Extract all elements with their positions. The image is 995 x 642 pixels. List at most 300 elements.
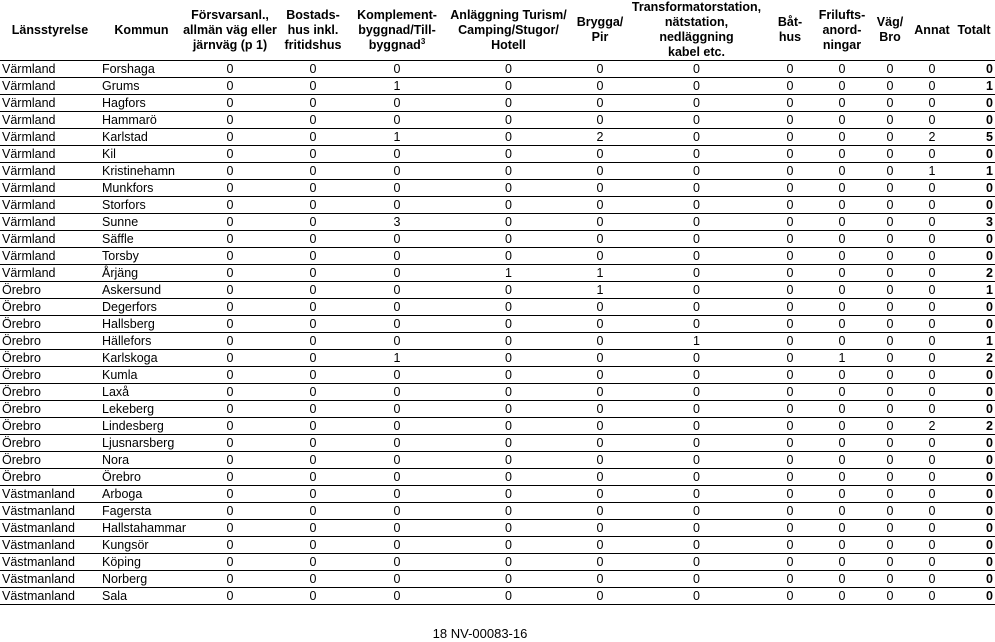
header-lansstyrelse: Länsstyrelse [0, 0, 100, 61]
cell-annat: 0 [911, 435, 953, 452]
cell-annat: 0 [911, 588, 953, 605]
cell-bathus: 0 [765, 129, 815, 146]
cell-brygga: 0 [572, 554, 628, 571]
cell-frilufts: 0 [815, 418, 869, 435]
cell-bathus: 0 [765, 248, 815, 265]
header-kommun: Kommun [100, 0, 183, 61]
cell-komplementbyggnad: 0 [349, 95, 445, 112]
cell-anlaggning: 0 [445, 282, 572, 299]
cell-komplementbyggnad: 1 [349, 350, 445, 367]
cell-vag-bro: 0 [869, 282, 911, 299]
header-brygga: Brygga/ Pir [572, 0, 628, 61]
cell-komplementbyggnad: 0 [349, 316, 445, 333]
cell-anlaggning: 0 [445, 537, 572, 554]
cell-bathus: 0 [765, 571, 815, 588]
cell-frilufts: 0 [815, 248, 869, 265]
cell-annat: 0 [911, 146, 953, 163]
table-row [0, 265, 995, 282]
cell-bostadshus: 0 [277, 129, 349, 146]
cell-lan: Västmanland [0, 571, 100, 588]
cell-transformator: 0 [628, 265, 765, 282]
table-row [0, 282, 995, 299]
cell-forsvarsanl: 0 [183, 248, 277, 265]
header-vag-bro: Väg/ Bro [869, 0, 911, 61]
header-annat: Annat [911, 0, 953, 61]
cell-vag-bro: 0 [869, 265, 911, 282]
cell-transformator: 0 [628, 214, 765, 231]
cell-frilufts: 0 [815, 588, 869, 605]
cell-vag-bro: 0 [869, 452, 911, 469]
cell-kommun: Hallsberg [100, 316, 183, 333]
cell-bostadshus: 0 [277, 469, 349, 486]
cell-anlaggning: 0 [445, 129, 572, 146]
cell-kommun: Karlskoga [100, 350, 183, 367]
cell-bathus: 0 [765, 61, 815, 78]
table-row [0, 163, 995, 180]
cell-komplementbyggnad: 0 [349, 180, 445, 197]
cell-anlaggning: 0 [445, 248, 572, 265]
cell-lan: Värmland [0, 197, 100, 214]
cell-annat: 0 [911, 469, 953, 486]
cell-totalt: 0 [953, 316, 995, 333]
cell-frilufts: 0 [815, 265, 869, 282]
cell-totalt: 2 [953, 350, 995, 367]
cell-frilufts: 0 [815, 180, 869, 197]
cell-brygga: 0 [572, 401, 628, 418]
table-row [0, 146, 995, 163]
table-row [0, 112, 995, 129]
cell-lan: Örebro [0, 316, 100, 333]
cell-totalt: 0 [953, 231, 995, 248]
cell-bathus: 0 [765, 452, 815, 469]
cell-bathus: 0 [765, 367, 815, 384]
cell-bostadshus: 0 [277, 384, 349, 401]
cell-anlaggning: 0 [445, 588, 572, 605]
cell-totalt: 0 [953, 146, 995, 163]
cell-forsvarsanl: 0 [183, 350, 277, 367]
cell-brygga: 0 [572, 197, 628, 214]
cell-bathus: 0 [765, 214, 815, 231]
cell-vag-bro: 0 [869, 486, 911, 503]
cell-kommun: Laxå [100, 384, 183, 401]
cell-vag-bro: 0 [869, 197, 911, 214]
cell-frilufts: 0 [815, 95, 869, 112]
cell-komplementbyggnad: 0 [349, 520, 445, 537]
table-row [0, 486, 995, 503]
cell-komplementbyggnad: 1 [349, 129, 445, 146]
cell-totalt: 0 [953, 401, 995, 418]
cell-komplementbyggnad: 1 [349, 78, 445, 95]
header-frilufts: Frilufts- anord- ningar [815, 0, 869, 61]
cell-transformator: 0 [628, 163, 765, 180]
table-row [0, 537, 995, 554]
cell-kommun: Säffle [100, 231, 183, 248]
cell-transformator: 0 [628, 503, 765, 520]
cell-brygga: 0 [572, 112, 628, 129]
cell-frilufts: 0 [815, 129, 869, 146]
cell-transformator: 0 [628, 231, 765, 248]
cell-komplementbyggnad: 0 [349, 282, 445, 299]
cell-lan: Örebro [0, 333, 100, 350]
cell-totalt: 2 [953, 265, 995, 282]
cell-anlaggning: 0 [445, 520, 572, 537]
cell-anlaggning: 1 [445, 265, 572, 282]
cell-anlaggning: 0 [445, 112, 572, 129]
cell-anlaggning: 0 [445, 78, 572, 95]
cell-bostadshus: 0 [277, 401, 349, 418]
cell-anlaggning: 0 [445, 367, 572, 384]
cell-totalt: 3 [953, 214, 995, 231]
cell-annat: 0 [911, 367, 953, 384]
cell-vag-bro: 0 [869, 112, 911, 129]
cell-vag-bro: 0 [869, 333, 911, 350]
cell-komplementbyggnad: 0 [349, 61, 445, 78]
cell-totalt: 0 [953, 435, 995, 452]
cell-kommun: Arboga [100, 486, 183, 503]
cell-kommun: Hagfors [100, 95, 183, 112]
cell-totalt: 1 [953, 282, 995, 299]
cell-transformator: 0 [628, 350, 765, 367]
cell-brygga: 0 [572, 214, 628, 231]
cell-vag-bro: 0 [869, 316, 911, 333]
cell-annat: 0 [911, 350, 953, 367]
cell-brygga: 0 [572, 537, 628, 554]
cell-bostadshus: 0 [277, 520, 349, 537]
cell-kommun: Askersund [100, 282, 183, 299]
cell-anlaggning: 0 [445, 435, 572, 452]
cell-brygga: 0 [572, 333, 628, 350]
cell-anlaggning: 0 [445, 333, 572, 350]
cell-forsvarsanl: 0 [183, 537, 277, 554]
cell-komplementbyggnad: 0 [349, 333, 445, 350]
cell-totalt: 2 [953, 418, 995, 435]
cell-lan: Värmland [0, 180, 100, 197]
cell-komplementbyggnad: 0 [349, 367, 445, 384]
cell-vag-bro: 0 [869, 231, 911, 248]
cell-forsvarsanl: 0 [183, 367, 277, 384]
cell-annat: 0 [911, 282, 953, 299]
cell-annat: 0 [911, 486, 953, 503]
cell-kommun: Lindesberg [100, 418, 183, 435]
table-row [0, 214, 995, 231]
cell-bostadshus: 0 [277, 61, 349, 78]
cell-bathus: 0 [765, 78, 815, 95]
table-row [0, 418, 995, 435]
cell-forsvarsanl: 0 [183, 214, 277, 231]
cell-anlaggning: 0 [445, 316, 572, 333]
cell-komplementbyggnad: 0 [349, 571, 445, 588]
cell-vag-bro: 0 [869, 146, 911, 163]
cell-bostadshus: 0 [277, 180, 349, 197]
cell-bostadshus: 0 [277, 571, 349, 588]
cell-brygga: 0 [572, 163, 628, 180]
cell-anlaggning: 0 [445, 61, 572, 78]
cell-komplementbyggnad: 0 [349, 299, 445, 316]
cell-lan: Värmland [0, 265, 100, 282]
cell-vag-bro: 0 [869, 520, 911, 537]
cell-komplementbyggnad: 0 [349, 163, 445, 180]
cell-annat: 2 [911, 129, 953, 146]
cell-kommun: Norberg [100, 571, 183, 588]
cell-anlaggning: 0 [445, 503, 572, 520]
cell-transformator: 0 [628, 588, 765, 605]
cell-totalt: 0 [953, 571, 995, 588]
cell-komplementbyggnad: 0 [349, 197, 445, 214]
cell-totalt: 0 [953, 554, 995, 571]
cell-annat: 1 [911, 163, 953, 180]
cell-totalt: 0 [953, 588, 995, 605]
cell-forsvarsanl: 0 [183, 231, 277, 248]
cell-bathus: 0 [765, 554, 815, 571]
cell-kommun: Lekeberg [100, 401, 183, 418]
cell-vag-bro: 0 [869, 435, 911, 452]
cell-bostadshus: 0 [277, 452, 349, 469]
cell-transformator: 0 [628, 571, 765, 588]
cell-transformator: 0 [628, 248, 765, 265]
cell-forsvarsanl: 0 [183, 316, 277, 333]
cell-transformator: 0 [628, 112, 765, 129]
cell-kommun: Ljusnarsberg [100, 435, 183, 452]
table-row [0, 367, 995, 384]
table-row [0, 384, 995, 401]
cell-vag-bro: 0 [869, 537, 911, 554]
cell-transformator: 0 [628, 61, 765, 78]
table-row [0, 554, 995, 571]
cell-vag-bro: 0 [869, 418, 911, 435]
cell-annat: 0 [911, 78, 953, 95]
cell-forsvarsanl: 0 [183, 299, 277, 316]
cell-bostadshus: 0 [277, 316, 349, 333]
cell-anlaggning: 0 [445, 214, 572, 231]
cell-brygga: 0 [572, 95, 628, 112]
cell-lan: Värmland [0, 248, 100, 265]
cell-vag-bro: 0 [869, 163, 911, 180]
cell-annat: 0 [911, 520, 953, 537]
cell-bathus: 0 [765, 401, 815, 418]
table-row [0, 520, 995, 537]
cell-annat: 0 [911, 231, 953, 248]
cell-transformator: 0 [628, 367, 765, 384]
cell-brygga: 0 [572, 588, 628, 605]
cell-anlaggning: 0 [445, 146, 572, 163]
cell-lan: Värmland [0, 214, 100, 231]
cell-bathus: 0 [765, 197, 815, 214]
cell-frilufts: 0 [815, 214, 869, 231]
cell-vag-bro: 0 [869, 214, 911, 231]
cell-frilufts: 0 [815, 469, 869, 486]
cell-lan: Värmland [0, 78, 100, 95]
cell-totalt: 0 [953, 248, 995, 265]
cell-kommun: Sunne [100, 214, 183, 231]
cell-kommun: Hällefors [100, 333, 183, 350]
cell-bostadshus: 0 [277, 435, 349, 452]
cell-brygga: 0 [572, 231, 628, 248]
cell-bathus: 0 [765, 163, 815, 180]
cell-annat: 0 [911, 503, 953, 520]
cell-totalt: 1 [953, 163, 995, 180]
cell-lan: Västmanland [0, 537, 100, 554]
cell-transformator: 1 [628, 333, 765, 350]
cell-anlaggning: 0 [445, 571, 572, 588]
cell-bostadshus: 0 [277, 554, 349, 571]
cell-brygga: 2 [572, 129, 628, 146]
table-row [0, 588, 995, 605]
cell-forsvarsanl: 0 [183, 95, 277, 112]
cell-transformator: 0 [628, 435, 765, 452]
cell-totalt: 0 [953, 384, 995, 401]
cell-brygga: 0 [572, 316, 628, 333]
cell-lan: Värmland [0, 231, 100, 248]
cell-anlaggning: 0 [445, 384, 572, 401]
cell-kommun: Munkfors [100, 180, 183, 197]
cell-bostadshus: 0 [277, 350, 349, 367]
cell-lan: Västmanland [0, 486, 100, 503]
cell-lan: Västmanland [0, 588, 100, 605]
cell-anlaggning: 0 [445, 95, 572, 112]
cell-forsvarsanl: 0 [183, 554, 277, 571]
cell-bathus: 0 [765, 469, 815, 486]
cell-brygga: 0 [572, 180, 628, 197]
cell-lan: Västmanland [0, 554, 100, 571]
cell-bathus: 0 [765, 333, 815, 350]
cell-bostadshus: 0 [277, 265, 349, 282]
cell-komplementbyggnad: 0 [349, 537, 445, 554]
cell-forsvarsanl: 0 [183, 588, 277, 605]
cell-bathus: 0 [765, 503, 815, 520]
cell-frilufts: 0 [815, 384, 869, 401]
cell-frilufts: 0 [815, 61, 869, 78]
cell-kommun: Kungsör [100, 537, 183, 554]
cell-bostadshus: 0 [277, 282, 349, 299]
cell-lan: Örebro [0, 367, 100, 384]
cell-totalt: 0 [953, 452, 995, 469]
cell-komplementbyggnad: 0 [349, 554, 445, 571]
cell-totalt: 1 [953, 333, 995, 350]
cell-vag-bro: 0 [869, 469, 911, 486]
cell-komplementbyggnad: 0 [349, 452, 445, 469]
cell-kommun: Fagersta [100, 503, 183, 520]
cell-totalt: 1 [953, 78, 995, 95]
cell-komplementbyggnad: 0 [349, 435, 445, 452]
cell-totalt: 0 [953, 197, 995, 214]
cell-annat: 0 [911, 197, 953, 214]
cell-kommun: Hammarö [100, 112, 183, 129]
cell-bostadshus: 0 [277, 163, 349, 180]
cell-annat: 0 [911, 554, 953, 571]
cell-transformator: 0 [628, 418, 765, 435]
cell-bathus: 0 [765, 520, 815, 537]
cell-totalt: 0 [953, 367, 995, 384]
table-row [0, 299, 995, 316]
cell-kommun: Torsby [100, 248, 183, 265]
cell-komplementbyggnad: 3 [349, 214, 445, 231]
cell-brygga: 1 [572, 265, 628, 282]
cell-anlaggning: 0 [445, 299, 572, 316]
cell-annat: 2 [911, 418, 953, 435]
cell-frilufts: 0 [815, 112, 869, 129]
cell-vag-bro: 0 [869, 367, 911, 384]
cell-annat: 0 [911, 112, 953, 129]
cell-transformator: 0 [628, 78, 765, 95]
cell-bathus: 0 [765, 418, 815, 435]
cell-brygga: 0 [572, 469, 628, 486]
cell-annat: 0 [911, 61, 953, 78]
table-row [0, 248, 995, 265]
cell-forsvarsanl: 0 [183, 282, 277, 299]
table-row [0, 316, 995, 333]
cell-transformator: 0 [628, 384, 765, 401]
cell-annat: 0 [911, 265, 953, 282]
cell-lan: Örebro [0, 435, 100, 452]
cell-anlaggning: 0 [445, 231, 572, 248]
cell-bostadshus: 0 [277, 214, 349, 231]
cell-vag-bro: 0 [869, 384, 911, 401]
cell-kommun: Kumla [100, 367, 183, 384]
cell-transformator: 0 [628, 486, 765, 503]
cell-kommun: Nora [100, 452, 183, 469]
cell-forsvarsanl: 0 [183, 469, 277, 486]
cell-forsvarsanl: 0 [183, 418, 277, 435]
cell-bathus: 0 [765, 180, 815, 197]
cell-kommun: Karlstad [100, 129, 183, 146]
cell-bostadshus: 0 [277, 333, 349, 350]
cell-vag-bro: 0 [869, 503, 911, 520]
cell-frilufts: 0 [815, 282, 869, 299]
cell-bostadshus: 0 [277, 588, 349, 605]
cell-bostadshus: 0 [277, 95, 349, 112]
table-row [0, 503, 995, 520]
cell-bostadshus: 0 [277, 537, 349, 554]
table-row [0, 333, 995, 350]
cell-transformator: 0 [628, 452, 765, 469]
cell-brygga: 0 [572, 350, 628, 367]
cell-transformator: 0 [628, 129, 765, 146]
cell-totalt: 0 [953, 95, 995, 112]
cell-anlaggning: 0 [445, 554, 572, 571]
cell-annat: 0 [911, 333, 953, 350]
cell-kommun: Forshaga [100, 61, 183, 78]
cell-vag-bro: 0 [869, 554, 911, 571]
table-row [0, 231, 995, 248]
cell-lan: Västmanland [0, 520, 100, 537]
table-row [0, 78, 995, 95]
cell-frilufts: 0 [815, 333, 869, 350]
cell-bostadshus: 0 [277, 418, 349, 435]
cell-annat: 0 [911, 384, 953, 401]
cell-annat: 0 [911, 401, 953, 418]
cell-annat: 0 [911, 571, 953, 588]
cell-forsvarsanl: 0 [183, 452, 277, 469]
cell-komplementbyggnad: 0 [349, 469, 445, 486]
cell-transformator: 0 [628, 299, 765, 316]
cell-forsvarsanl: 0 [183, 129, 277, 146]
cell-annat: 0 [911, 180, 953, 197]
cell-bathus: 0 [765, 112, 815, 129]
cell-lan: Värmland [0, 146, 100, 163]
cell-lan: Värmland [0, 112, 100, 129]
cell-forsvarsanl: 0 [183, 503, 277, 520]
cell-komplementbyggnad: 0 [349, 401, 445, 418]
cell-bathus: 0 [765, 384, 815, 401]
cell-kommun: Storfors [100, 197, 183, 214]
cell-komplementbyggnad: 0 [349, 418, 445, 435]
table-row [0, 95, 995, 112]
cell-vag-bro: 0 [869, 129, 911, 146]
cell-komplementbyggnad: 0 [349, 231, 445, 248]
cell-vag-bro: 0 [869, 248, 911, 265]
cell-lan: Örebro [0, 350, 100, 367]
cell-transformator: 0 [628, 146, 765, 163]
